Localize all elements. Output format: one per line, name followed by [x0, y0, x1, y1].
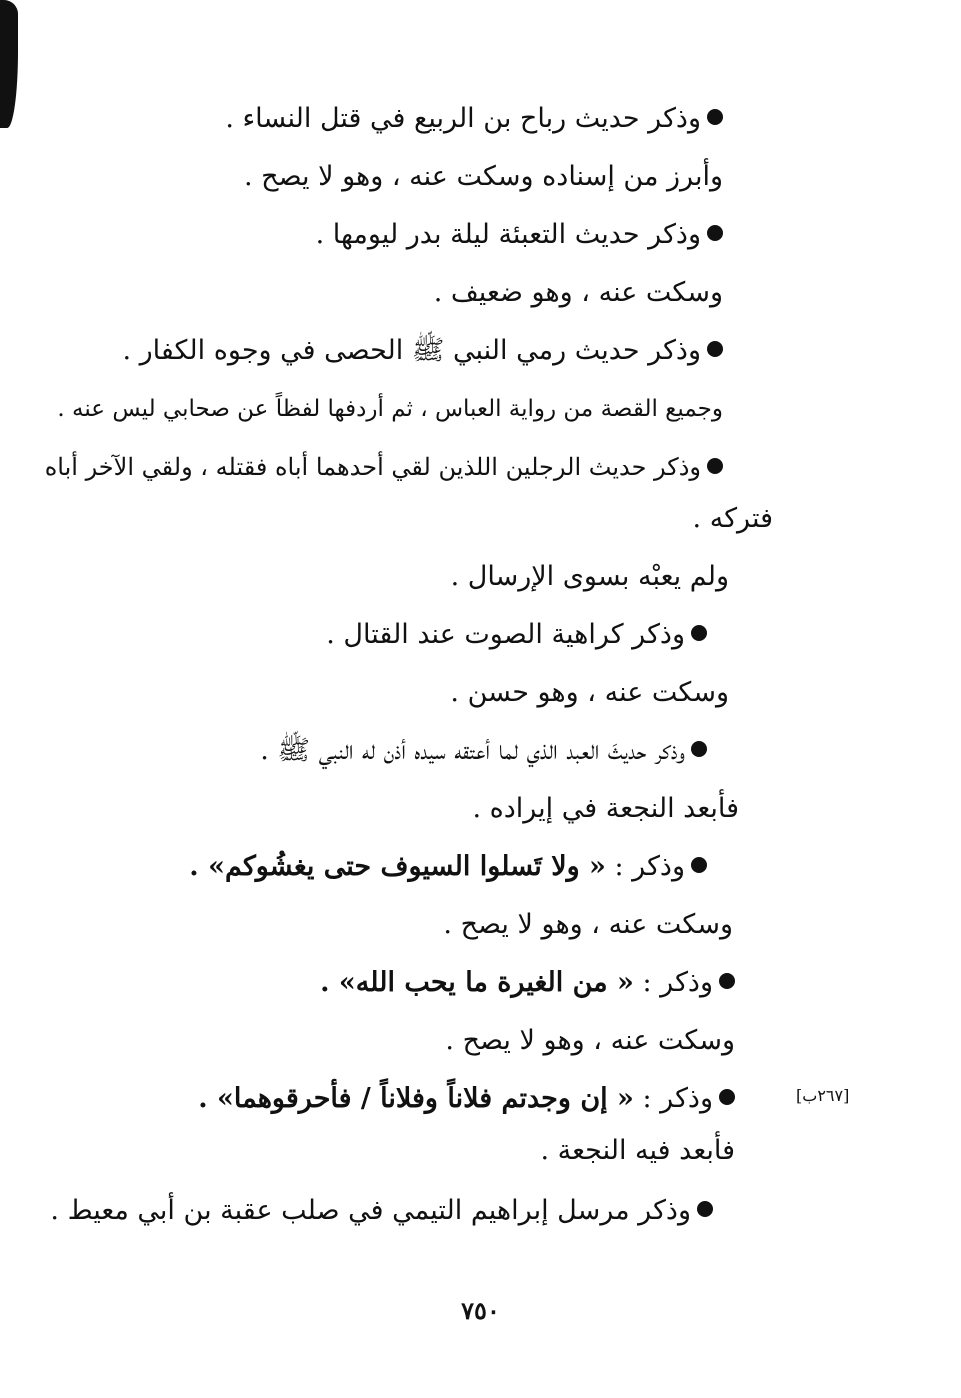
- line-text: وذكر حديث التعبئة ليلة بدر ليومها .: [315, 219, 701, 250]
- line-prefix: وذكر :: [633, 1083, 713, 1114]
- page-edge-shadow: [0, 0, 18, 128]
- text-line: [57, 389, 723, 429]
- bullet-icon: [707, 341, 723, 357]
- line-text: فأبعد النجعة في إيراده .: [472, 793, 739, 824]
- bullet-icon: [697, 1201, 713, 1217]
- line-text: وسكت عنه ، وهو لا يصح .: [445, 1025, 735, 1056]
- quoted-hadith: « من الغيرة ما يحب الله» .: [320, 967, 634, 998]
- line-text: وذكر كراهية الصوت عند القتال .: [326, 619, 685, 650]
- text-line: [450, 673, 729, 713]
- line-text: وسكت عنه ، وهو لا يصح .: [443, 909, 733, 940]
- line-prefix: وذكر :: [605, 851, 685, 882]
- text-line: [540, 1131, 735, 1171]
- manuscript-folio-ref: [٢٦٧ب]: [796, 1086, 850, 1105]
- bullet-icon: [707, 225, 723, 241]
- line-text: وسكت عنه ، وهو حسن .: [450, 677, 729, 708]
- text-line: [50, 1191, 713, 1231]
- text-line: [326, 615, 707, 655]
- text-line: [320, 963, 735, 1003]
- quoted-hadith: « إن وجدتم فلاناً وفلاناً / فأحرقوهما» .: [198, 1083, 634, 1114]
- quoted-hadith: « ولا تَسلوا السيوف حتى يغشُوكم» .: [189, 851, 606, 882]
- text-line: [260, 731, 707, 771]
- line-text: فتركه .: [692, 503, 773, 534]
- text-line: [189, 847, 707, 887]
- text-line: [122, 331, 723, 371]
- line-text: وجميع القصة من رواية العباس ، ثم أردفها لفظاً عن صحابي ليس عنه .: [57, 396, 723, 422]
- line-text: وأبرز من إسناده وسكت عنه ، وهو لا يصح .: [243, 161, 723, 192]
- text-line: [693, 499, 773, 539]
- page-number: ٧٥٠: [461, 1296, 500, 1325]
- text-line: [443, 905, 733, 945]
- line-prefix: وذكر :: [633, 967, 713, 998]
- line-text: وذكر حديثَ العبد الذي لما أعتقه سيده أذن له النبي ﷺ .: [260, 735, 685, 766]
- bullet-icon: [691, 857, 707, 873]
- text-line: [434, 273, 723, 313]
- text-line: [316, 215, 723, 255]
- bullet-icon: [691, 741, 707, 757]
- line-text: وذكر مرسل إبراهيم التيمي في صلب عقبة بن أبي معيط .: [50, 1195, 691, 1226]
- bullet-icon: [719, 1089, 735, 1105]
- text-line: [244, 157, 723, 197]
- text-line: [45, 447, 723, 487]
- bullet-icon: [707, 109, 723, 125]
- line-text: وذكر حديث الرجلين اللذين لقي أحدهما أباه فقتله ، ولقي الآخر أباه: [44, 453, 701, 481]
- line-text: وذكر حديث رباح بن الربيع في قتل النساء .: [225, 103, 701, 134]
- bullet-icon: [691, 625, 707, 641]
- text-line: [472, 789, 739, 829]
- text-line: [198, 1079, 735, 1119]
- bullet-icon: [707, 458, 723, 474]
- line-text: فأبعد فيه النجعة .: [540, 1135, 735, 1166]
- line-text: ولم يعبْه بسوى الإرسال .: [450, 561, 729, 592]
- line-text: وسكت عنه ، وهو ضعيف .: [433, 277, 723, 308]
- text-line: [451, 557, 729, 597]
- text-line: [225, 99, 723, 139]
- text-line: [445, 1021, 735, 1061]
- line-text: وذكر حديث رمي النبي ﷺ الحصى في وجوه الكفار .: [122, 335, 701, 366]
- bullet-icon: [719, 973, 735, 989]
